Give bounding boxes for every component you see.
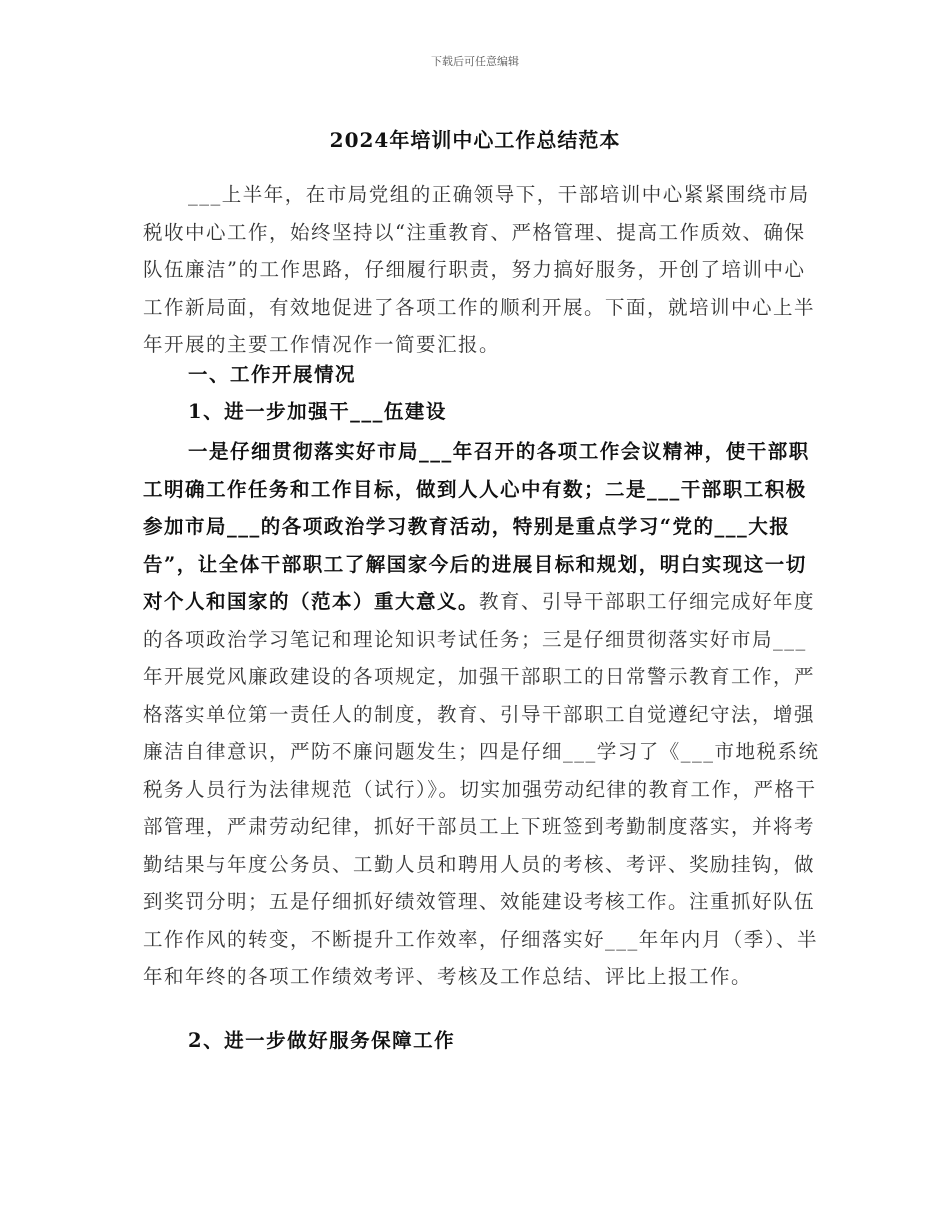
work-paragraph-rest: 教育、引导干部职工仔细完成好年度的各项政治学习笔记和理论知识考试任务；三是仔细贯彻落实好市局___年开展党风廉政建设的各项规定，加强干部职工的日常警示教育工作，严格落实单位第一责任人的制度，教育、引导干部职工自觉遵纪守法，增强廉洁自律意识，严防不廉问题发生；四是仔细___学习了《___市地税系统税务人员行为法律规范（试行）》。切实加强劳动纪律的教育工作，严格干部管理，严肃劳动纪律，抓好干部员工上下班签到考勤制度落实，并将考勤结果与年度公务员、工勤人员和聘用人员的考核、考评、奖励挂钩，做到奖罚分明；五是仔细抓好绩效管理、效能建设考核工作。注重抓好队伍工作作风的转变，不断提升工作效率，仔细落实好___年年内月（季）、半年和年终的各项工作绩效考评、考核及工作总结、评比上报工作。 xyxy=(143,590,820,988)
subsection-heading-1: 1、进一步加强干___伍建设 xyxy=(188,400,447,423)
work-paragraph-bold: 一是仔细贯彻落实好市局___年召开的各项工作会议精神，使干部职工明确工作任务和工作目标，做到人人心中有数；二是___干部职工积极参加市局___的各项政治学习教育活动，特别是重点学习“党的___大报告”，让全体干部职工了解国家今后的进展目标和规划，明白实现这一切对个人和国家的（范本）重大意义。 xyxy=(143,440,810,613)
subsection-heading-2: 2、进一步做好服务保障工作 xyxy=(188,1029,456,1052)
section-heading: 一、工作开展情况 xyxy=(188,363,357,386)
work-paragraph xyxy=(143,433,823,996)
document-title: 2024年培训中心工作总结范本 xyxy=(329,128,621,152)
intro-paragraph: ___上半年，在市局党组的正确领导下，干部培训中心紧紧围绕市局税收中心工作，始终坚持以“注重教育、严格管理、提高工作质效、确保队伍廉洁”的工作思路，仔细履行职责，努力搞好服务，开创了培训中心工作新局面，有效地促进了各项工作的顺利开展。下面，就培训中心上半年开展的主要工作情况作一简要汇报。 xyxy=(143,183,816,356)
header-note: 下载后可任意编辑 xyxy=(431,55,519,68)
